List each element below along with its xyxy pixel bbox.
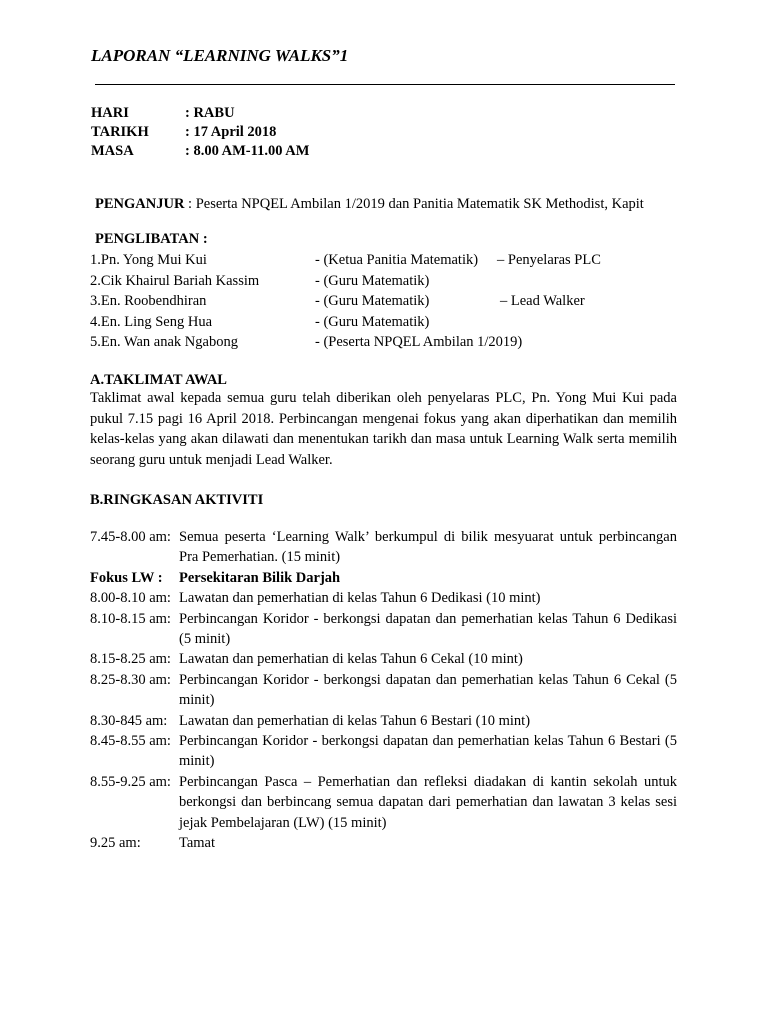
meta-label: MASA xyxy=(91,143,134,159)
section-a-paragraph: Taklimat awal kepada semua guru telah diberikan oleh penyelaras PLC, Pn. Yong Mui Kui pada pukul 7.15 pagi 16 April 2018. Perbincangan mengenai fokus yang akan diperhatikan dan memilih kelas-kelas yang akan dilawati dan menentukan tarikh dan masa untuk Learning Walk serta memilih seorang guru untuk menjadi Lead Walker. xyxy=(90,390,677,468)
list-item xyxy=(90,250,680,271)
meta-value: : RABU xyxy=(185,105,235,121)
meta-row-day xyxy=(91,104,309,123)
person-role: - (Peserta NPQEL Ambilan 1/2019) xyxy=(315,334,523,350)
organiser-value: : Peserta NPQEL Ambilan 1/2019 dan Panitia Matematik SK Methodist, Kapit xyxy=(184,196,644,212)
activity-schedule xyxy=(90,527,677,854)
schedule-row xyxy=(90,609,677,650)
schedule-time: 8.10-8.15 am: xyxy=(90,610,171,627)
person-role: - (Guru Matematik) xyxy=(315,293,430,309)
schedule-time: 8.45-8.55 am: xyxy=(90,733,171,750)
schedule-row xyxy=(90,527,677,568)
schedule-time: 8.25-8.30 am: xyxy=(90,671,171,688)
schedule-description: Perbincangan Koridor - berkongsi dapatan dan pemerhatian kelas Tahun 6 Dedikasi (5 minit) xyxy=(179,610,677,648)
person-name: 1.Pn. Yong Mui Kui xyxy=(90,252,207,268)
schedule-row xyxy=(90,670,677,711)
schedule-time: 9.25 am: xyxy=(90,835,141,852)
list-item xyxy=(90,291,680,312)
person-name: 4.En. Ling Seng Hua xyxy=(90,313,213,330)
section-b-heading: B.RINGKASAN AKTIVITI xyxy=(90,492,264,508)
person-role: - (Ketua Panitia Matematik) xyxy=(315,252,479,268)
schedule-description: Semua peserta ‘Learning Walk’ berkumpul di bilik mesyuarat untuk perbincangan Pra Pemerhatian. (15 minit) xyxy=(179,529,677,566)
schedule-time: 8.30-845 am: xyxy=(90,712,168,729)
schedule-description: Lawatan dan pemerhatian di kelas Tahun 6 Dedikasi (10 mint) xyxy=(179,590,541,607)
meta-value: : 17 April 2018 xyxy=(185,124,277,140)
schedule-row xyxy=(90,711,677,731)
schedule-row xyxy=(90,833,677,853)
schedule-description: Lawatan dan pemerhatian di kelas Tahun 6 Cekal (10 mint) xyxy=(179,651,523,668)
schedule-row xyxy=(90,731,677,772)
schedule-time: 8.55-9.25 am: xyxy=(90,773,171,790)
schedule-row xyxy=(90,649,677,669)
organiser-line xyxy=(95,195,644,214)
meta-row-date xyxy=(91,123,309,142)
people-list xyxy=(90,250,680,353)
schedule-time: 7.45-8.00 am: xyxy=(90,529,171,545)
list-item xyxy=(90,271,680,292)
focus-label: Fokus LW : xyxy=(90,569,163,586)
focus-row xyxy=(90,568,677,588)
involvement-heading: PENGLIBATAN : xyxy=(95,231,208,247)
organiser-label: PENGANJUR xyxy=(95,196,185,212)
schedule-time: 8.15-8.25 am: xyxy=(90,651,171,668)
list-item xyxy=(90,332,680,353)
person-name: 2.Cik Khairul Bariah Kassim xyxy=(90,272,260,289)
person-role: - (Guru Matematik) xyxy=(315,313,430,330)
person-extra-role: – Penyelaras PLC xyxy=(497,252,601,268)
page-title: LAPORAN “LEARNING WALKS”1 xyxy=(91,46,349,65)
person-name: 5.En. Wan anak Ngabong xyxy=(90,334,238,350)
schedule-description: Perbincangan Koridor - berkongsi dapatan dan pemerhatian kelas Tahun 6 Bestari (5 minit) xyxy=(179,733,677,770)
schedule-row xyxy=(90,772,677,833)
schedule-description: Perbincangan Pasca – Pemerhatian dan refleksi diadakan di kantin sekolah untuk berkongsi dan berbincang semua dapatan dari pemerhatian dan lawatan 3 kelas sesi jejak Pembelajaran (LW) (15 minit) xyxy=(179,773,677,831)
focus-value: Persekitaran Bilik Darjah xyxy=(179,569,341,586)
meta-label: TARIKH xyxy=(91,124,149,140)
person-role: - (Guru Matematik) xyxy=(315,272,430,289)
schedule-description: Perbincangan Koridor - berkongsi dapatan dan pemerhatian kelas Tahun 6 Cekal (5 minit) xyxy=(179,671,677,709)
meta-block xyxy=(91,104,309,161)
schedule-description: Tamat xyxy=(179,835,216,852)
section-a-heading: A.TAKLIMAT AWAL xyxy=(90,372,227,388)
schedule-description: Lawatan dan pemerhatian di kelas Tahun 6 Bestari (10 mint) xyxy=(179,712,531,729)
meta-row-time xyxy=(91,142,309,161)
meta-label: HARI xyxy=(91,105,129,121)
list-item xyxy=(90,312,680,333)
title-divider xyxy=(95,84,675,85)
schedule-time: 8.00-8.10 am: xyxy=(90,590,171,607)
person-extra-role: – Lead Walker xyxy=(500,293,585,309)
meta-value: : 8.00 AM-11.00 AM xyxy=(185,143,310,159)
person-name: 3.En. Roobendhiran xyxy=(90,293,207,309)
schedule-row xyxy=(90,588,677,608)
